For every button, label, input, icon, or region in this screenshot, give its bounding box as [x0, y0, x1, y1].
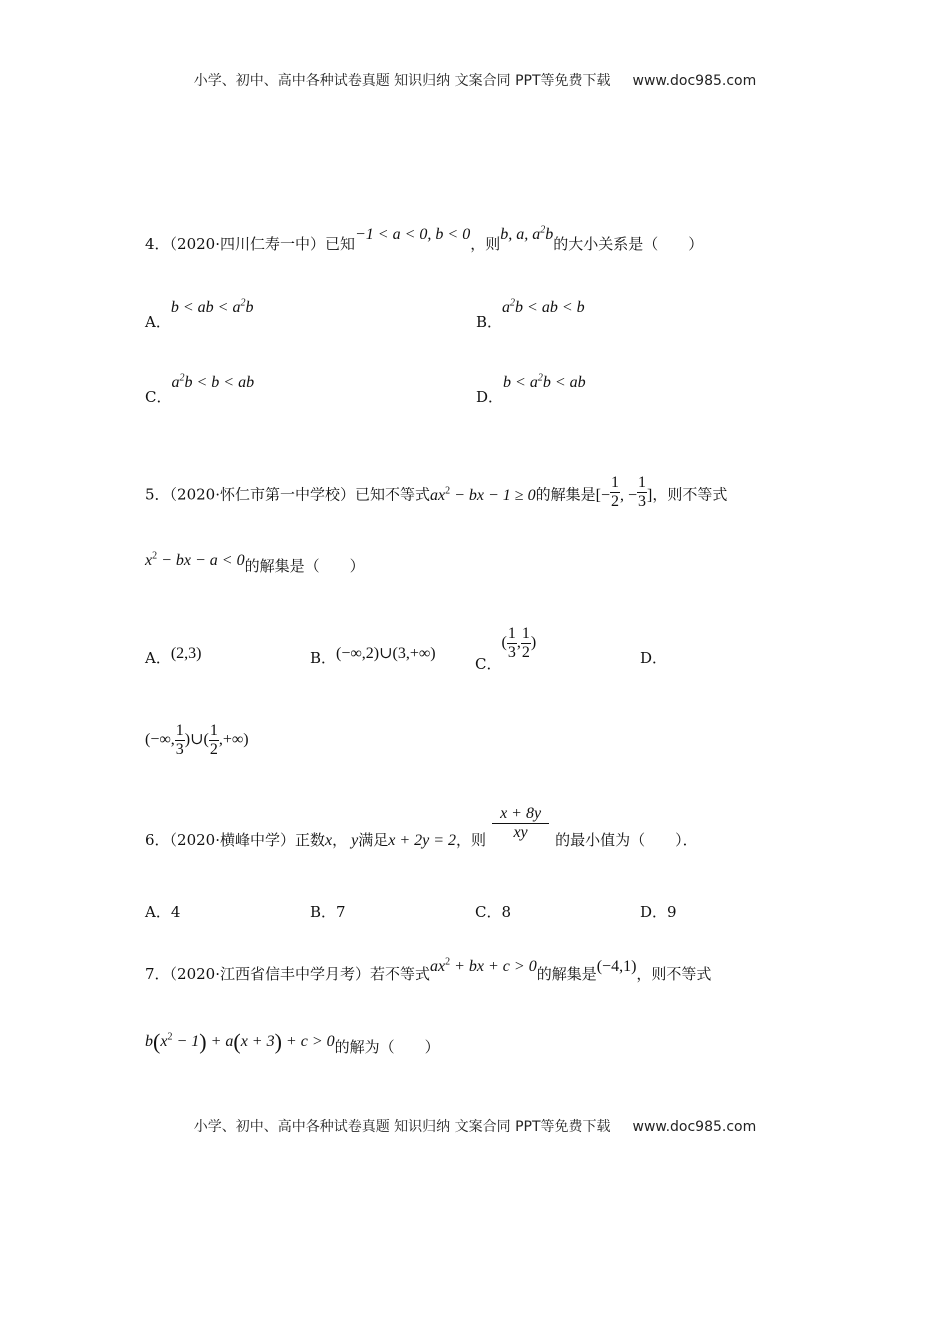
q6-condition: x + 2y = 2 — [388, 832, 457, 849]
q4-vars-exp: 2 — [540, 224, 546, 236]
q6-option-d[interactable] — [640, 901, 677, 922]
q6-source: （2020·横峰中学）正数 — [169, 831, 325, 849]
q5-line-2 — [145, 550, 365, 576]
q6-number: 6． — [145, 831, 170, 849]
q4-option-c[interactable] — [145, 371, 255, 406]
q6-mid: ，则 — [456, 831, 487, 849]
q4-tail: 的大小关系是（ ） — [553, 235, 704, 253]
q7-inequality-2: $b(x^2 - 1) + a(x + 3) + c > 0$ — [145, 1029, 335, 1054]
q4-option-c-label: C． — [145, 388, 172, 406]
q4-option-a[interactable] — [145, 296, 254, 331]
q4-vars-suffix: b — [545, 226, 554, 243]
q6-option-b-value: 7 — [336, 903, 346, 921]
q5-mid: 的解集是 — [535, 485, 596, 504]
question-4 — [145, 224, 704, 254]
page-header — [0, 70, 950, 90]
q5-inequality-2: $x^2$ − bx − a < 0 — [145, 550, 245, 569]
q4-option-a-expr: b < ab < $a^2b$ — [170, 297, 254, 316]
q7-inequality: $ax^2$ + bx + c > 0 — [430, 956, 537, 975]
footer-site-link[interactable]: www.doc985.com — [632, 1119, 757, 1135]
q6-fraction — [492, 805, 549, 841]
q4-option-d-expr: $b < a^2b$ < ab — [503, 372, 586, 391]
q6-option-d-label: D． — [640, 903, 668, 921]
q4-option-b-expr: $a^2b$ < ab < b — [502, 297, 585, 316]
q4-variables — [500, 226, 553, 243]
header-site-link[interactable]: www.doc985.com — [632, 73, 757, 89]
q7-mid: 的解集是 — [536, 965, 597, 983]
q5-option-c-expr: ( $\frac{1}{3}$ , $\frac{1}{2}$ ) — [501, 625, 537, 661]
question-5 — [145, 474, 727, 510]
q7-tail: ，则不等式 — [636, 965, 712, 983]
q5-option-d-expr — [145, 722, 249, 758]
q6-option-b-label: B． — [310, 903, 337, 921]
q4-option-b-label: B． — [476, 313, 503, 331]
q4-number: 4． — [145, 235, 170, 253]
q4-option-d[interactable] — [476, 371, 586, 406]
q6-option-b[interactable] — [310, 901, 346, 922]
q6-var-y: y — [351, 832, 359, 849]
footer-text: 小学、初中、高中各种试卷真题 知识归纳 文案合同 PPT等免费下载 — [193, 1119, 611, 1135]
q5-number: 5． — [145, 485, 170, 504]
q6-option-a-label: A． — [145, 903, 171, 921]
q6-option-c-label: C． — [475, 903, 502, 921]
q5-source: （2020·怀仁市第一中学校）已知不等式 — [169, 485, 430, 504]
q5-inequality: $ax^2$ − bx − 1 ≥ 0 — [430, 485, 536, 504]
q5-option-b-label: B． — [310, 649, 337, 667]
q5-tail: ，则不等式 — [652, 485, 728, 504]
q5-option-c-label: C． — [475, 654, 502, 673]
q6-option-c[interactable] — [475, 901, 511, 922]
q5-option-d-expr-math: (−∞, $\frac{1}{3}$ )∪( $\frac{1}{2}$ ,+∞) — [145, 722, 249, 758]
q5-option-b[interactable] — [310, 647, 436, 668]
q4-condition: −1 < a < 0, b < 0 — [355, 226, 471, 243]
q7-line-2 — [145, 1029, 440, 1061]
q5-option-c[interactable] — [475, 625, 537, 673]
header-text: 小学、初中、高中各种试卷真题 知识归纳 文案合同 PPT等免费下载 — [193, 73, 611, 89]
q6-comma: ， — [332, 831, 348, 849]
q4-mid: ，则 — [470, 235, 501, 253]
q7-tail-2: 的解为（ ） — [334, 1038, 440, 1056]
q4-vars-prefix: b, a, a — [500, 226, 541, 243]
q5-tail-2: 的解集是（ ） — [244, 557, 365, 575]
q4-option-c-expr: $a^2b < b$ < ab — [171, 372, 255, 391]
q5-option-a-expr: (2,3) — [170, 645, 202, 662]
q6-tail: 的最小值为（ ）． — [555, 831, 698, 849]
q4-option-a-label: A． — [145, 313, 171, 331]
question-6 — [145, 805, 698, 849]
q7-number: 7． — [145, 965, 170, 983]
q6-option-d-value: 9 — [667, 903, 677, 921]
q7-source: （2020·江西省信丰中学月考）若不等式 — [169, 965, 430, 983]
q6-var-x: x — [325, 832, 333, 849]
q5-option-d[interactable] — [640, 647, 667, 668]
q6-option-a[interactable] — [145, 901, 180, 922]
q7-interval: (−4,1) — [596, 958, 637, 975]
q6-cond-label: 满足 — [358, 831, 389, 849]
q4-source: （2020·四川仁寿一中）已知 — [169, 235, 355, 253]
q5-option-a[interactable] — [145, 647, 202, 668]
q6-frac-num: x + 8y — [492, 805, 549, 824]
q6-option-a-value: 4 — [170, 903, 181, 921]
q6-option-c-value: 8 — [501, 903, 512, 921]
q5-interval: [− $\frac{1}{2}$ , − $\frac{1}{3}$ ] — [595, 474, 653, 510]
q4-option-b[interactable] — [476, 296, 585, 331]
q5-option-b-expr: (−∞,2)∪(3,+∞) — [336, 645, 436, 662]
question-7 — [145, 956, 712, 984]
q5-option-d-label: D． — [640, 649, 668, 667]
q6-frac-den: xy — [513, 823, 528, 841]
q4-option-d-label: D． — [476, 388, 504, 406]
page-footer — [0, 1116, 950, 1136]
q5-option-a-label: A． — [145, 649, 171, 667]
